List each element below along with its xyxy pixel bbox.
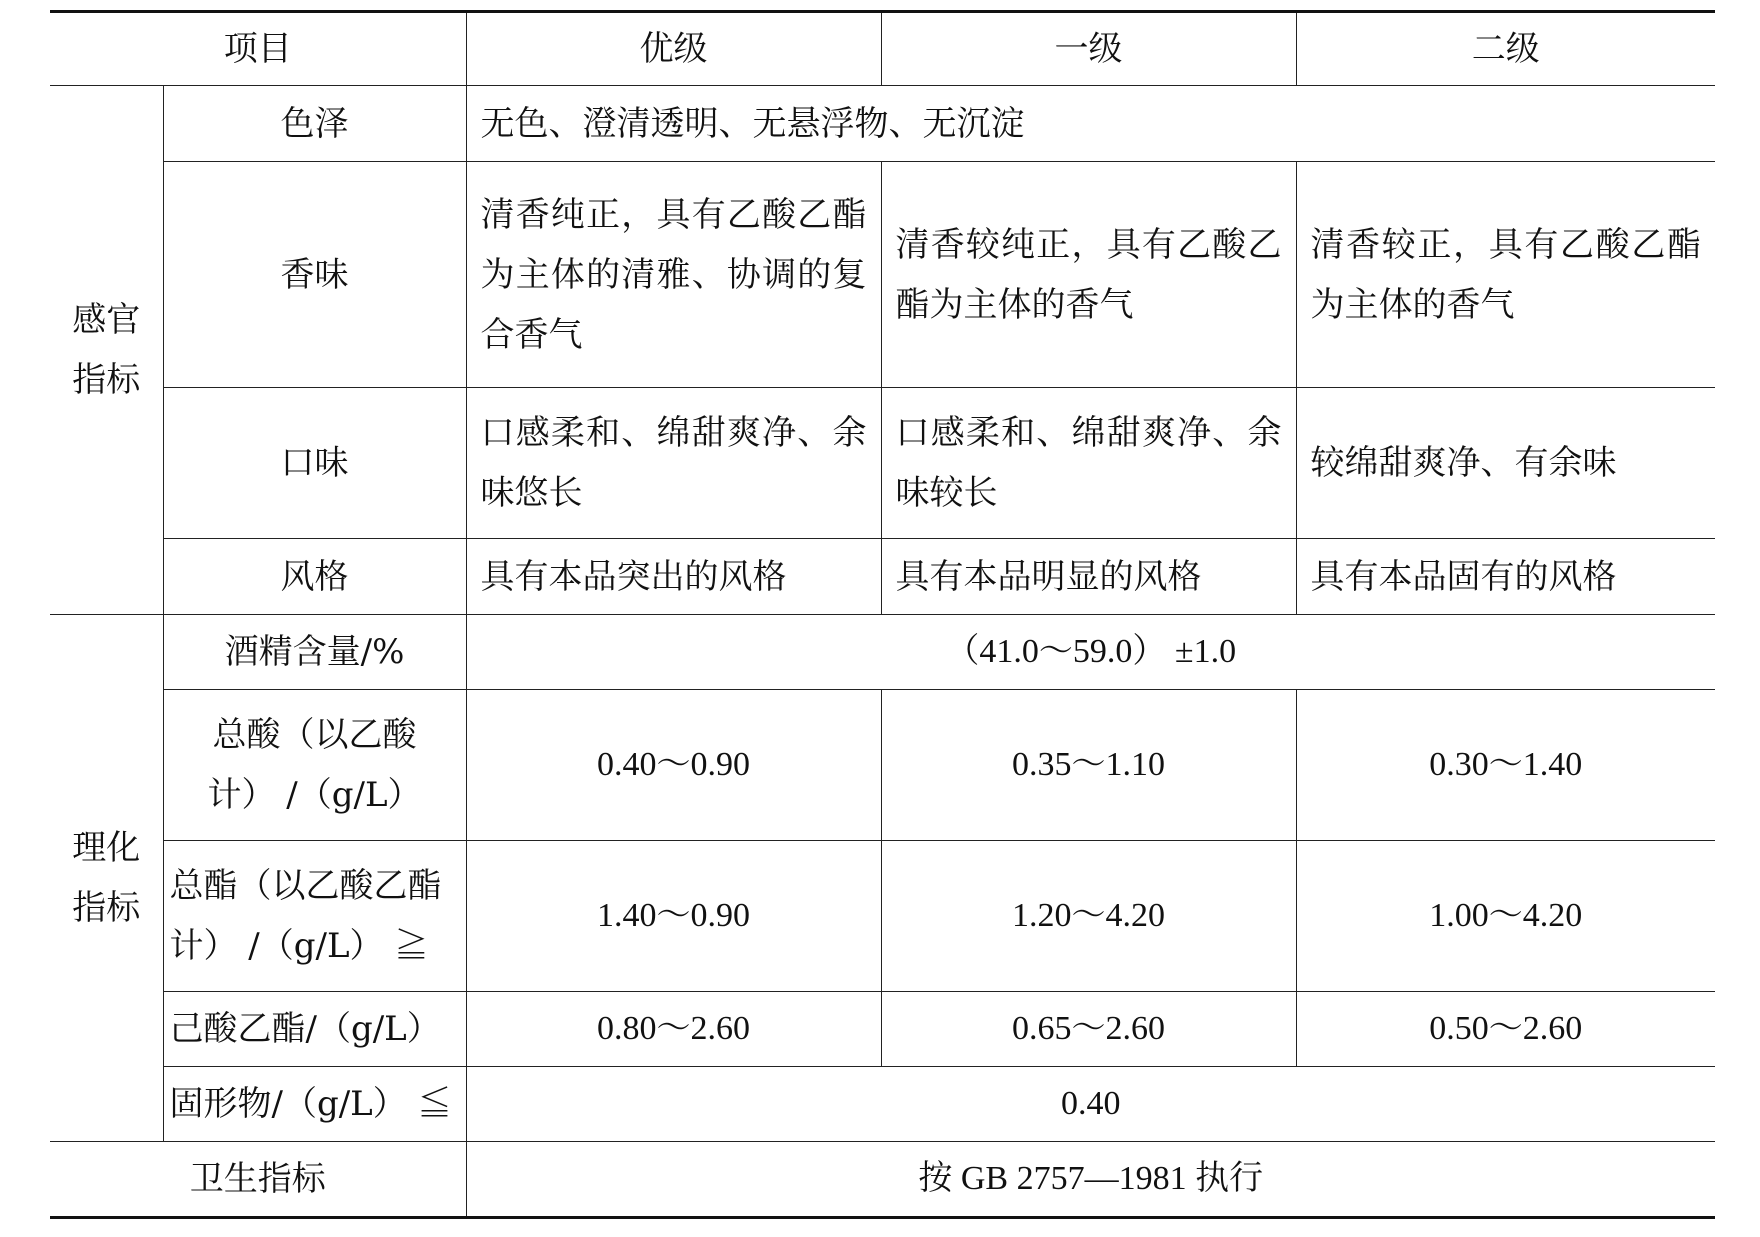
row-label-style: 风格: [163, 539, 466, 615]
table-row: [50, 388, 1715, 539]
table-row: [50, 615, 1715, 690]
row-label-color: 色泽: [163, 86, 466, 162]
cell-acid-first: 0.35～1.10: [881, 690, 1296, 841]
cell-style-top: 具有本品突出的风格: [466, 539, 881, 615]
cell-acid-second: 0.30～1.40: [1296, 690, 1715, 841]
cell-caproate-first: 0.65～2.60: [881, 992, 1296, 1067]
cell-hygiene-all: 按 GB 2757—1981 执行: [466, 1142, 1715, 1218]
row-label-hygiene: 卫生指标: [50, 1142, 466, 1218]
sensory-group-label: [50, 86, 163, 615]
row-label-ethyl-caproate: 己酸乙酯/（g/L）: [163, 992, 466, 1067]
cell-taste-top: 口感柔和、绵甜爽净、余味悠长: [466, 388, 881, 539]
table-row: [50, 841, 1715, 992]
cell-aroma-first: 清香较纯正，具有乙酸乙酯为主体的香气: [881, 162, 1296, 388]
cell-caproate-top: 0.80～2.60: [466, 992, 881, 1067]
table-row: [50, 1142, 1715, 1218]
cell-ester-second: 1.00～4.20: [1296, 841, 1715, 992]
cell-style-second: 具有本品固有的风格: [1296, 539, 1715, 615]
cell-solids-all: 0.40: [466, 1067, 1715, 1142]
table-row: [50, 86, 1715, 162]
sensory-group-text: 感官指标: [72, 300, 141, 400]
header-item: 项目: [50, 12, 466, 86]
table-row: [50, 992, 1715, 1067]
cell-taste-second: 较绵甜爽净、有余味: [1296, 388, 1715, 539]
row-label-total-acid: 总酸（以乙酸计） /（g/L）: [163, 690, 466, 841]
table-row: [50, 539, 1715, 615]
row-label-aroma: 香味: [163, 162, 466, 388]
table-row: [50, 690, 1715, 841]
cell-style-first: 具有本品明显的风格: [881, 539, 1296, 615]
cell-ester-first: 1.20～4.20: [881, 841, 1296, 992]
header-row: [50, 12, 1715, 86]
cell-color-all: 无色、澄清透明、无悬浮物、无沉淀: [466, 86, 1715, 162]
physchem-group-text: 理化指标: [72, 828, 141, 928]
cell-taste-first: 口感柔和、绵甜爽净、余味较长: [881, 388, 1296, 539]
row-label-solids: 固形物/（g/L） ≦: [163, 1067, 466, 1142]
physchem-group-label: [50, 615, 163, 1142]
liquor-spec-table: [50, 10, 1715, 1219]
header-grade-second: 二级: [1296, 12, 1715, 86]
cell-aroma-top: 清香纯正，具有乙酸乙酯为主体的清雅、协调的复合香气: [466, 162, 881, 388]
cell-alcohol-all: （41.0～59.0） ±1.0: [466, 615, 1715, 690]
cell-ester-top: 1.40～0.90: [466, 841, 881, 992]
row-label-total-ester: 总酯（以乙酸乙酯计） /（g/L） ≧: [163, 841, 466, 992]
row-label-taste: 口味: [163, 388, 466, 539]
cell-aroma-second: 清香较正，具有乙酸乙酯为主体的香气: [1296, 162, 1715, 388]
row-label-alcohol: 酒精含量/%: [163, 615, 466, 690]
header-grade-top: 优级: [466, 12, 881, 86]
header-grade-first: 一级: [881, 12, 1296, 86]
table-row: [50, 1067, 1715, 1142]
cell-acid-top: 0.40～0.90: [466, 690, 881, 841]
table-row: [50, 162, 1715, 388]
cell-caproate-second: 0.50～2.60: [1296, 992, 1715, 1067]
